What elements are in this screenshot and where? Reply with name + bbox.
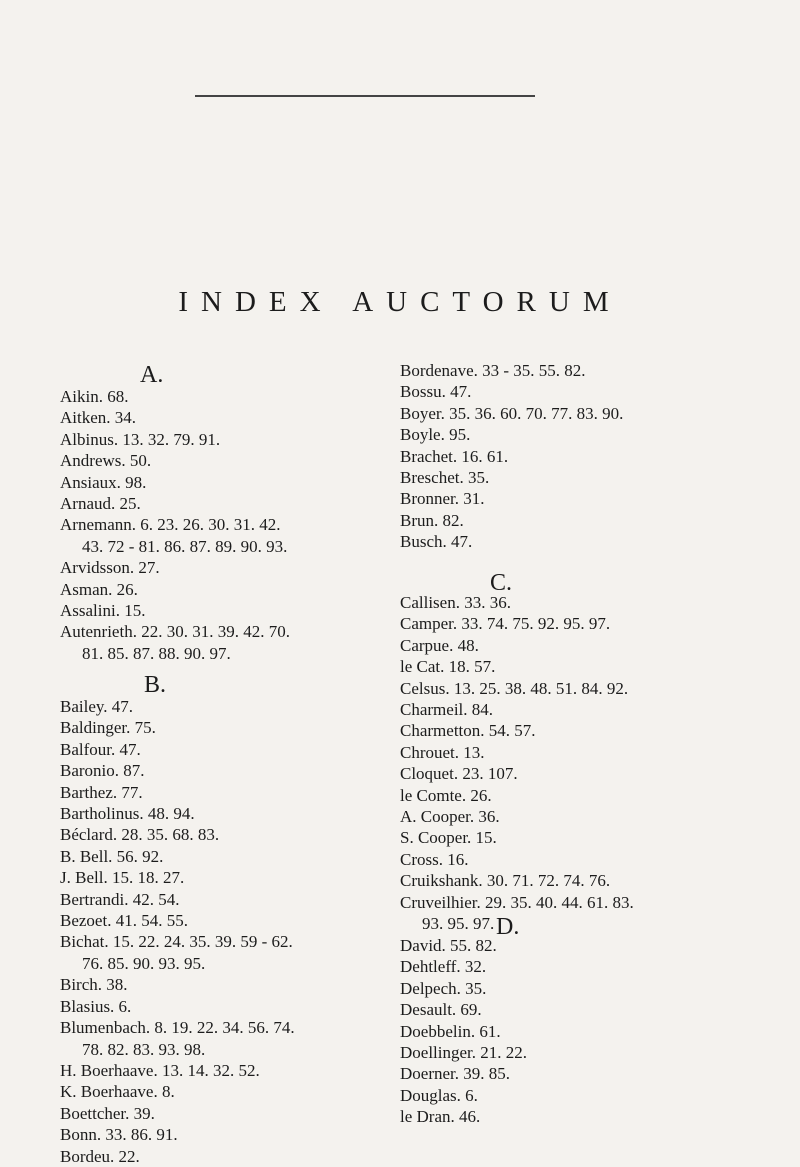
list-item: Doebbelin. 61. xyxy=(400,1021,501,1041)
list-item: Blumenbach. 8. 19. 22. 34. 56. 74. xyxy=(60,1018,295,1038)
list-item: Aitken. 34. xyxy=(60,408,137,428)
list-item: Desault. 69. xyxy=(400,1000,482,1020)
list-item: Bailey. 47. xyxy=(60,697,134,716)
section-a-list xyxy=(60,386,290,664)
list-item: H. Boerhaave. 13. 14. 32. 52. xyxy=(60,1060,260,1080)
list-item: Arnemann. 6. 23. 26. 30. 31. 42. xyxy=(60,515,281,535)
list-item: Carpue. 48. xyxy=(400,635,479,655)
list-item: Charmeil. 84. xyxy=(400,700,494,720)
list-item: S. Cooper. 15. xyxy=(400,828,497,848)
list-item: Béclard. 28. 35. 68. 83. xyxy=(60,825,220,845)
list-item: Bossu. 47. xyxy=(400,382,472,402)
list-item: J. Bell. 15. 18. 27. xyxy=(60,868,185,888)
section-b-list xyxy=(60,696,295,1167)
list-item: Bronner. 31. xyxy=(400,489,485,509)
list-item: Boyer. 35. 36. 60. 70. 77. 83. 90. xyxy=(400,403,624,423)
list-item: 93. 95. 97. xyxy=(422,914,495,934)
list-item: 76. 85. 90. 93. 95. xyxy=(82,953,206,973)
section-letter-b: B. xyxy=(144,672,167,698)
list-item: Birch. 38. xyxy=(60,975,128,995)
section-letter-a: A. xyxy=(140,362,164,388)
list-item: Bertrandi. 42. 54. xyxy=(60,889,180,909)
list-item: Assalini. 15. xyxy=(60,601,146,621)
list-item: Delpech. 35. xyxy=(400,978,487,998)
list-item: Bordeu. 22. xyxy=(60,1146,140,1166)
list-item: Asman. 26. xyxy=(60,579,138,599)
list-item: Bartholinus. 48. 94. xyxy=(60,804,195,824)
list-item: le Dran. 46. xyxy=(400,1107,481,1127)
list-item: Baldinger. 75. xyxy=(60,718,156,738)
list-item: Charmetton. 54. 57. xyxy=(400,721,536,741)
list-item: Ansiaux. 98. xyxy=(60,472,147,492)
list-item: Cruikshank. 30. 71. 72. 74. 76. xyxy=(400,871,611,891)
list-item: Barthez. 77. xyxy=(60,782,143,802)
section-letter-d: D. xyxy=(496,914,520,940)
list-item: Andrews. 50. xyxy=(60,451,152,471)
section-letter-c: C. xyxy=(490,570,513,596)
list-item: Brun. 82. xyxy=(400,510,464,530)
list-item: Bordenave. 33 - 35. 55. 82. xyxy=(400,361,586,380)
list-item: B. Bell. 56. 92. xyxy=(60,846,164,866)
list-item: 78. 82. 83. 93. 98. xyxy=(82,1039,206,1059)
list-item: le Cat. 18. 57. xyxy=(400,657,496,677)
list-item: Breschet. 35. xyxy=(400,468,490,488)
list-item: Chrouet. 13. xyxy=(400,742,485,762)
list-item: Aikin. 68. xyxy=(60,387,129,406)
list-item: Boettcher. 39. xyxy=(60,1103,155,1123)
list-item: Baronio. 87. xyxy=(60,761,145,781)
list-item: A. Cooper. 36. xyxy=(400,807,500,827)
section-c-list xyxy=(400,592,634,935)
list-item: Arnaud. 25. xyxy=(60,494,141,514)
list-item: Dehtleff. 32. xyxy=(400,957,487,977)
top-rule xyxy=(195,95,535,97)
list-item: Cruveilhier. 29. 35. 40. 44. 61. 83. xyxy=(400,892,634,912)
list-item: Bichat. 15. 22. 24. 35. 39. 59 - 62. xyxy=(60,932,293,952)
list-item: Cross. 16. xyxy=(400,849,469,869)
list-item: Balfour. 47. xyxy=(60,739,141,759)
list-item: Callisen. 33. 36. xyxy=(400,593,511,612)
list-item: Boyle. 95. xyxy=(400,425,471,445)
list-item: 81. 85. 87. 88. 90. 97. xyxy=(82,643,231,663)
list-item: Camper. 33. 74. 75. 92. 95. 97. xyxy=(400,614,611,634)
list-item: Bezoet. 41. 54. 55. xyxy=(60,911,188,931)
list-item: Bonn. 33. 86. 91. xyxy=(60,1125,178,1145)
list-item: Busch. 47. xyxy=(400,532,473,552)
list-item: K. Boerhaave. 8. xyxy=(60,1082,175,1102)
list-item: Douglas. 6. xyxy=(400,1085,478,1105)
list-item: Albinus. 13. 32. 79. 91. xyxy=(60,429,221,449)
list-item: Doellinger. 21. 22. xyxy=(400,1043,528,1063)
list-item: Cloquet. 23. 107. xyxy=(400,764,518,784)
list-item: 43. 72 - 81. 86. 87. 89. 90. 93. xyxy=(82,536,288,556)
section-d-list xyxy=(400,935,527,1128)
page-title: INDEX AUCTORUM xyxy=(178,286,622,318)
section-b-continued-list xyxy=(400,360,623,553)
list-item: Blasius. 6. xyxy=(60,996,132,1016)
list-item: le Comte. 26. xyxy=(400,785,492,805)
list-item: Autenrieth. 22. 30. 31. 39. 42. 70. xyxy=(60,622,290,642)
list-item: Doerner. 39. 85. xyxy=(400,1064,511,1084)
list-item: Celsus. 13. 25. 38. 48. 51. 84. 92. xyxy=(400,678,629,698)
list-item: Brachet. 16. 61. xyxy=(400,446,509,466)
list-item: Arvidsson. 27. xyxy=(60,558,160,578)
list-item: David. 55. 82. xyxy=(400,936,497,955)
